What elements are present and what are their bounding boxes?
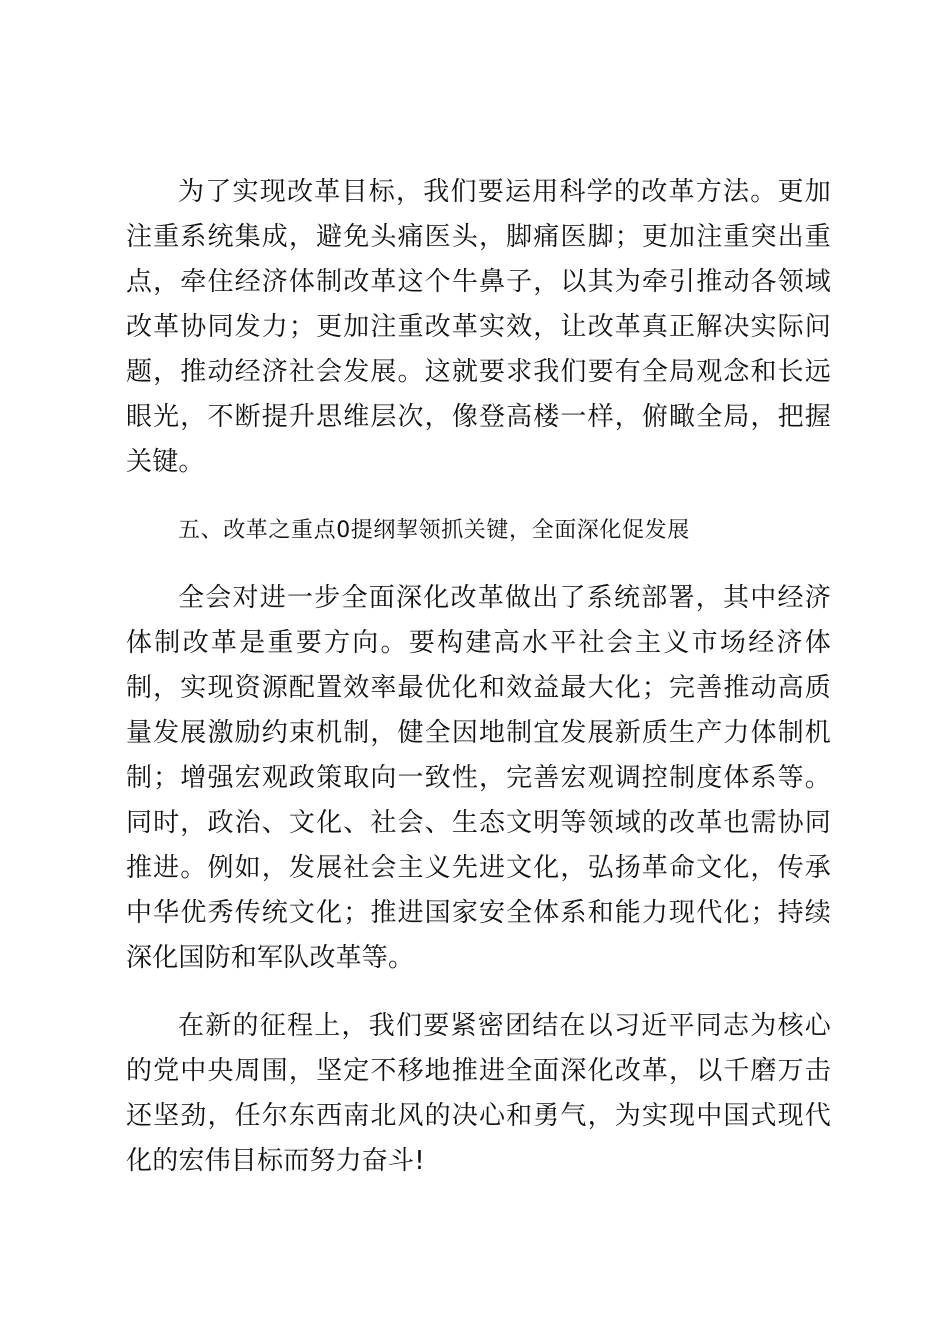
section-heading: 五、改革之重点0提纲挈领抓关键，全面深化促发展 [178, 518, 690, 543]
paragraph-reform-methods: 为了实现改革目标，我们要运用科学的改革方法。更加注重系统集成，避免头痛医头，脚痛医脚；更加注重突出重点，牵住经济体制改革这个牛鼻子，以其为牵引推动各领域改革协同发力；更加注重改革实效，让改革真正解决实际问题，推动经济社会发展。这就要求我们要有全局观念和长远眼光，不断提升思维层次，像登高楼一样，俯瞰全局，把握关键。 [126, 177, 831, 477]
paragraph-systematic-deployment: 全会对进一步全面深化改革做出了系统部署，其中经济体制改革是重要方向。要构建高水平社会主义市场经济体制，实现资源配置效率最优化和效益最大化；完善推动高质量发展激励约束机制，健全因地制宜发展新质生产力体制机制；增强宏观政策取向一致性，完善宏观调控制度体系等。同时，政治、文化、社会、生态文明等领域的改革也需协同推进。例如，发展社会主义先进文化，弘扬革命文化，传承中华优秀传统文化；推进国家安全体系和能力现代化；持续深化国防和军队改革等。 [126, 583, 831, 973]
paragraph-new-journey: 在新的征程上，我们要紧密团结在以习近平同志为核心的党中央周围，坚定不移地推进全面深化改革，以千磨万击还坚劲，任尔东西南北风的决心和勇气，为实现中国式现代化的宏伟目标而努力奋斗! [126, 1011, 831, 1176]
document-body [126, 170, 831, 1184]
